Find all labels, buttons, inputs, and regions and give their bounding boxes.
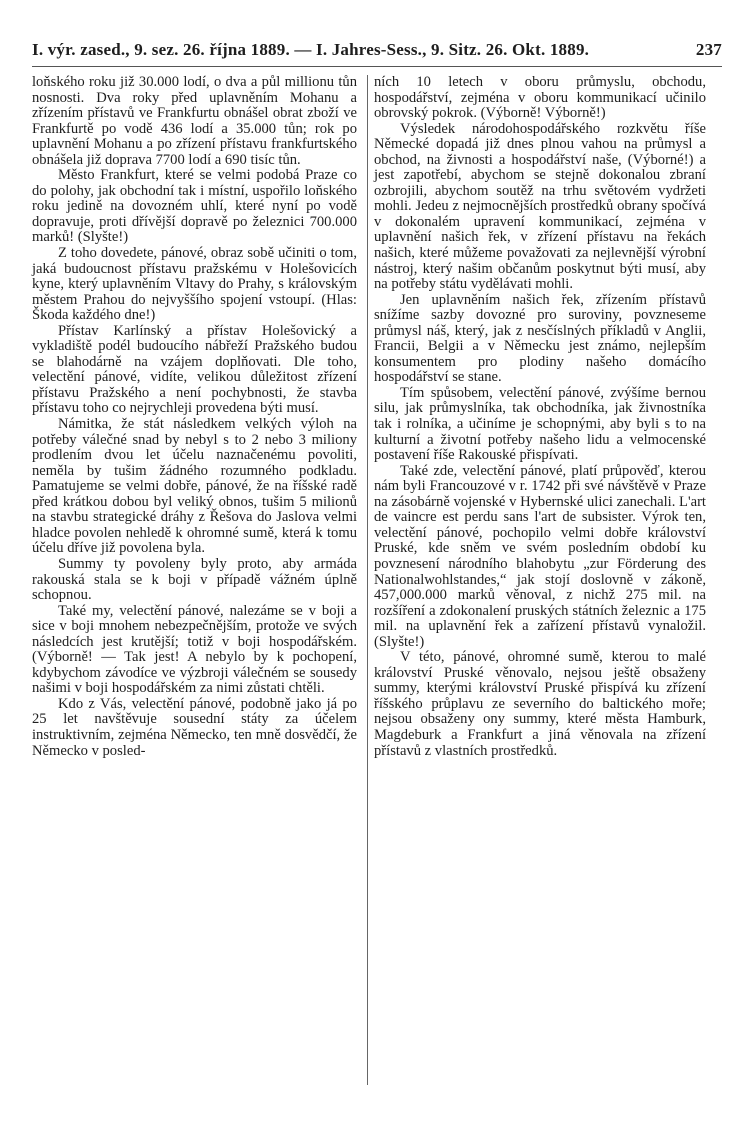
running-head: I. výr. zased., 9. sez. 26. října 1889. — I. Jahres-Sess., 9. Sitz. 26. Okt. 1889. [32,40,590,59]
left-column [32,75,357,759]
paragraph: Přístav Karlínský a přístav Holešovický a vykladiště podél budoucího nábřeží Pražského budou se blahodárně na vzájem doplňovati. Dle toho, velectění pánové, vidíte, velikou důležitost zřízení přístavu Pražského a není pochybnosti, že stavba přístavu toho co nejrychleji provedena býti musí. [32,322,357,417]
paragraph: Summy ty povoleny byly proto, aby armáda rakouská stala se k boji v případě vážném úplně schopnou. [32,555,357,604]
page-number: 237 [695,40,722,59]
paragraph: ních 10 letech v oboru průmyslu, obchodu, hospodářství, zejména v oboru kommunikací učinilo obrovský pokrok. (Výborně! Výborně!) [374,74,706,122]
paragraph: Také zde, velectění pánové, platí průpověď, kterou nám byli Francouzové v r. 1742 při své návštěvě v Praze na zásobárně vojenské v Hybernské ulici zanechali. L'art de vaincre est perdu sans l'art de subsister. Výrok ten, velectění pánové, pochopilo velmi dobře království Pruské, kde sněm ve svém posledním období ku povznesení národního blahobytu „zur Förderung des Nationalwohlstandes,“ jak stojí doslovně v zákoně, 457,000.000 marků věnoval, z nichž 275 mil. na rozšíření a zdokonalení pruských státních železnic a 175 mil. na uplavnění řek a zařízení přístavů vynaložil. (Slyšte!) [374,462,706,650]
header-rule [32,66,722,67]
paragraph: Tím spůsobem, velectění pánové, zvýšíme bernou silu, jak průmyslníka, tak obchodníka, jak živnostníka tak i rolníka, a učiníme je schopnými, aby byli s to na kulturní a životní potřeby našeho lidu a velmocenské postavení říše Rakouské přispívati. [374,384,706,464]
paragraph: V této, pánové, ohromné sumě, kterou to malé království Pruské věnovalo, nejsou ještě obsaženy summy, kterými království Pruské přispívá ku zřízení říšského průplavu ze severního do baltického moře; nejsou obsaženy ony summy, které města Hamburk, Magdeburk a Frankfurt a jiná věnovala na zřízení přístavů z vlastních prostředků. [374,649,706,759]
page-header [32,40,722,62]
paragraph: Kdo z Vás, velectění pánové, podobně jako já po 25 let navštěvuje sousední státy za účelem instruktivním, zejména Německo, ten mně dosvědčí, že Německo v posled- [32,695,357,759]
paragraph: Město Frankfurt, které se velmi podobá Praze co do polohy, jak obchodní tak i místní, uspořilo loňského roku jedině na dovozném uhlí, které nyní po vodě dopravuje, proti dřívější dopravě po železnici 700.000 marků! (Slyšte!) [32,167,357,246]
paragraph: Jen uplavněním našich řek, zřízením přístavů snížíme sazby dovozné pro suroviny, povzneseme průmysl náš, který, jak z nesčíslných příkladů v Anglii, Francii, Belgii a v Německu jest známo, nejlepším konsumentem pro plodiny našeho domácího hospodářství se stane. [374,291,706,386]
column-divider [367,75,368,1085]
paragraph: Výsledek národohospodářského rozkvětu říše Německé dopadá již dnes plnou vahou na průmysl a obchod, na živnosti a hospodářství naše, (Výborné!) a jest zapotřebí, abychom se stejně dokonalou zbraní ozbrojili, abychom soutěž na trhu světovém vydržeti mohli. Jedeu z nejmocnějších prostředků obrany spočívá v dokonalém upravení kommunikací, zejména v uplavnění našich řek, v zřízení přístavu na řekách našich, které můžeme považovati za nejlevnější výrobní nástroj, který našim občanům poskytnut býti musí, aby na potřeby státu vydělávati mohli. [374,120,706,293]
paragraph: Z toho dovedete, pánové, obraz sobě učiniti o tom, jaká budoucnost přístavu pražskému v Holešovicích kyne, který uplavněním Vltavy do Prahy, s královským městem Prahou do nejvyššího spojení vstoupí. (Hlas: Škoda každého dne!) [32,245,357,324]
right-column [374,75,706,759]
paragraph: Námitka, že stát následkem velkých výloh na potřeby válečné snad by nebyl s to 2 nebo 3 miliony prodlením dvou let účelu naznačenému povoliti, neměla by tušim žádného rozumného podkladu. Pamatujeme se velmi dobře, pánové, že na říšské radě před krátkou dobou byl veliký obnos, tušim 5 milionů na stavbu strategické dráhy z Řešova do Jaslova velmi hladce povolen nehledě k ohromné sumě, která k tomu účelu dříve již povolena byla. [32,416,357,557]
paragraph: Také my, velectění pánové, nalezáme se v boji a sice v boji mnohem nebezpečnějším, protože ve svých následcích jest krutější; totiž v boji hospodářském. (Výborně! — Tak jest! A nebylo by k pochopení, kdybychom závodíce ve výzbroji válečném se sousedy našimi v boji hospodářském za nimi zůstati chtěli. [32,602,357,697]
paragraph: loňského roku již 30.000 lodí, o dva a půl millionu tůn nosnosti. Dva roky před uplavněním Mohanu a zřízením přístavů ve Frankfurtu obnášel obrat zboží ve Frankfurtě po vodě 436 lodí a 35.000 tůn; rok po uplavnění Mohanu a po zřízení přístavu frankfurtského obnášela již doprava 7700 lodí a 690 tisíc tůn. [32,74,357,168]
